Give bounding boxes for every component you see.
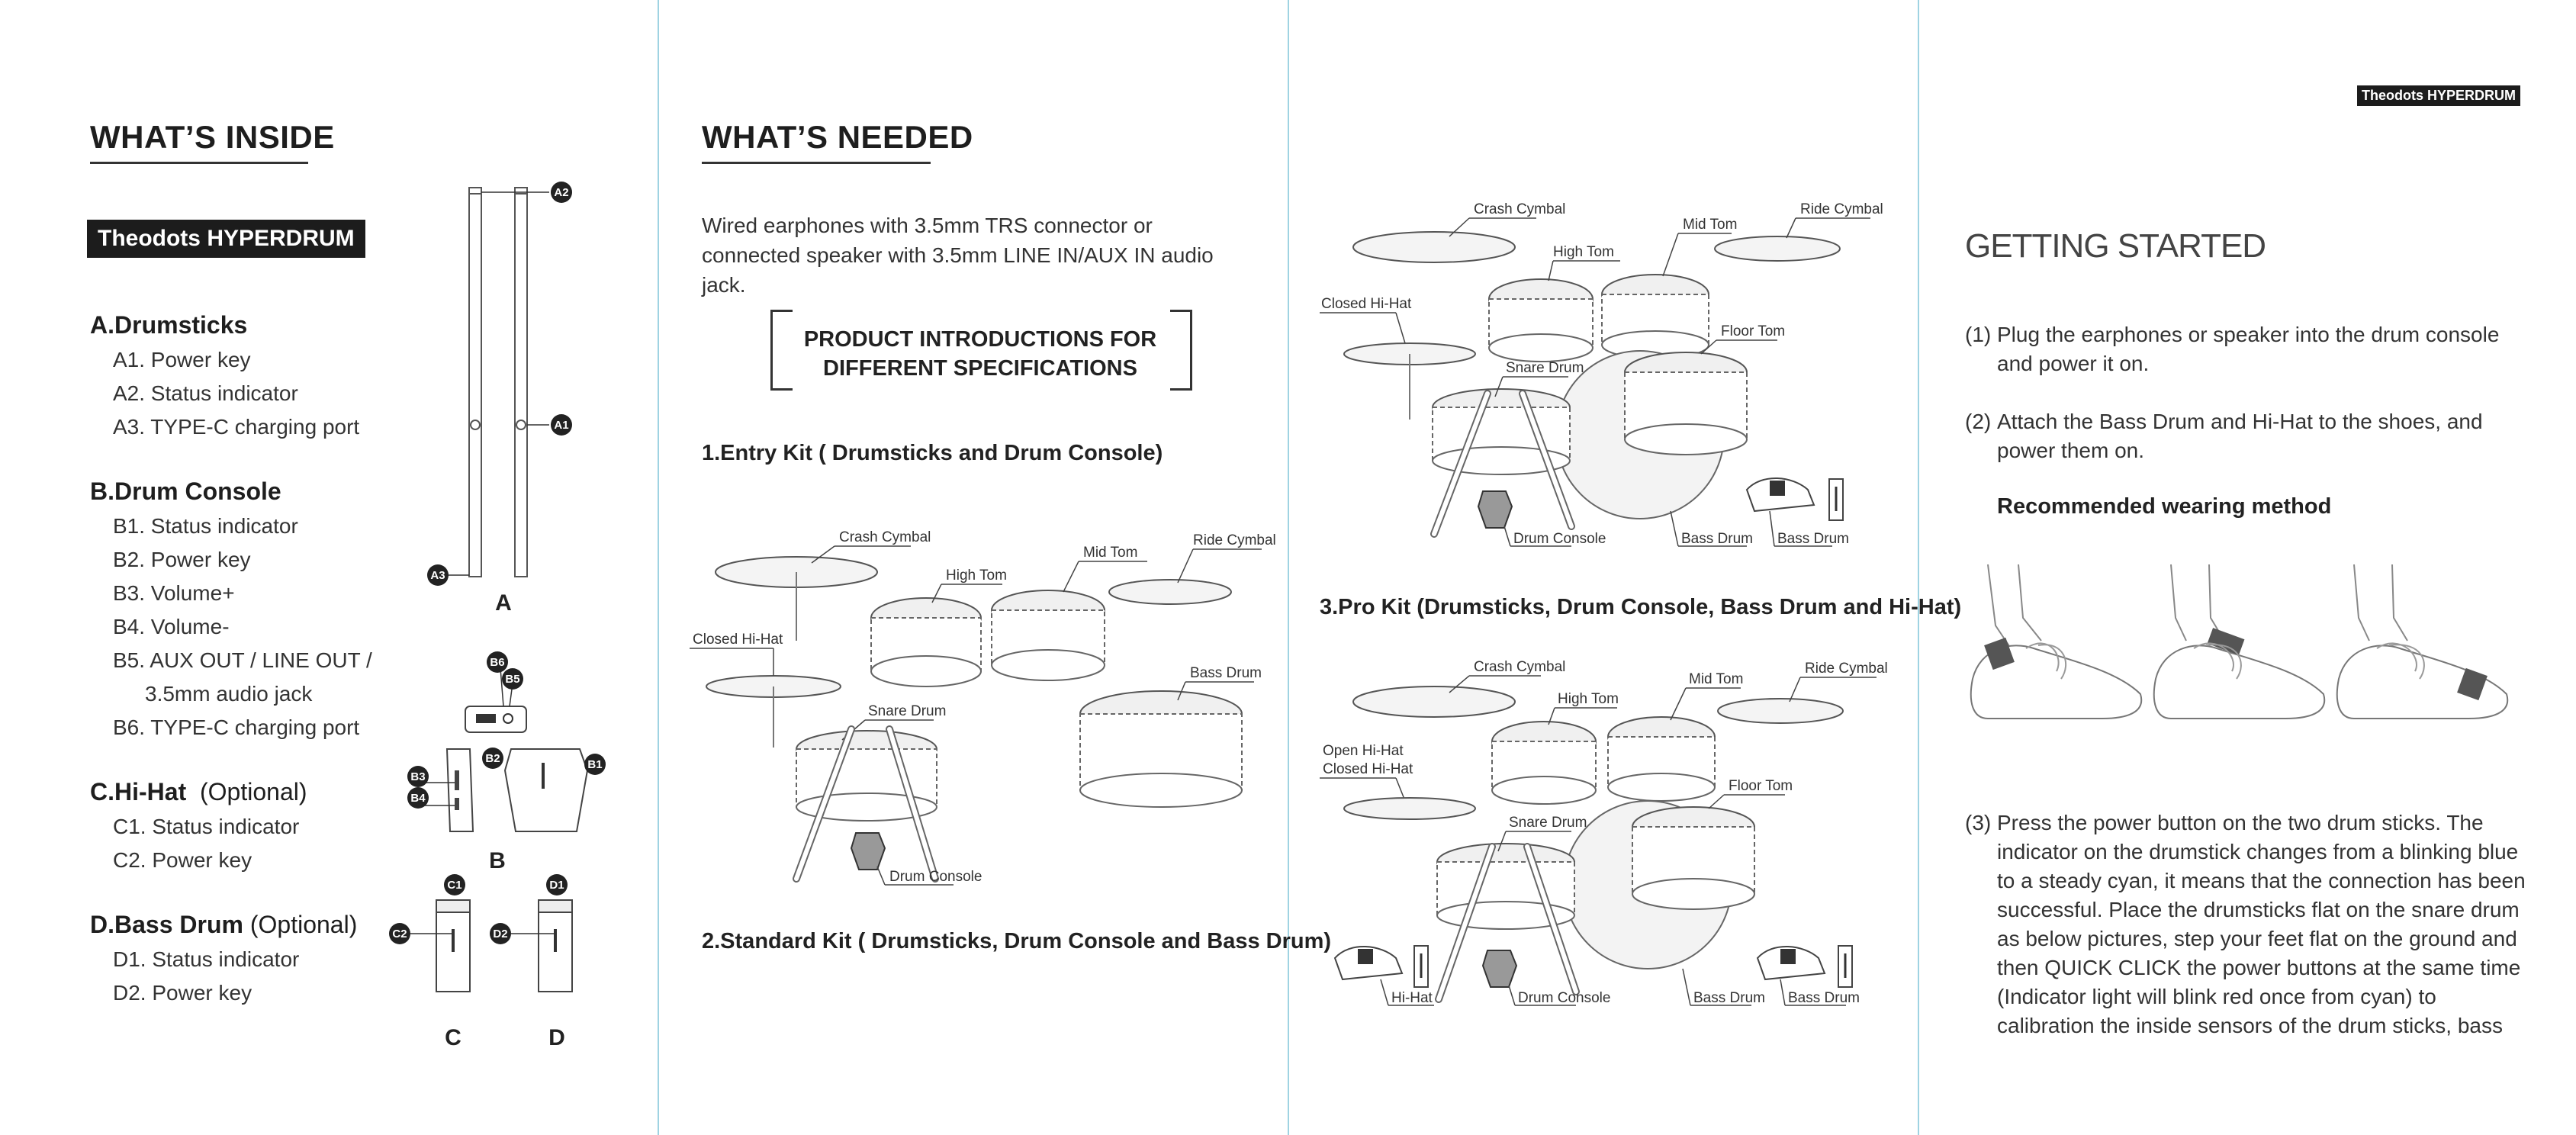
svg-text:High Tom: High Tom — [1558, 691, 1619, 707]
badge-c2 — [389, 923, 410, 944]
svg-text:Closed Hi-Hat: Closed Hi-Hat — [1323, 761, 1413, 777]
list-item: B5. AUX OUT / LINE OUT / — [113, 648, 372, 672]
svg-text:Drum Console: Drum Console — [1513, 531, 1606, 547]
title-underline — [90, 162, 308, 164]
svg-text:Crash Cymbal: Crash Cymbal — [1474, 201, 1566, 217]
entry-kit-title: 1.Entry Kit ( Drumsticks and Drum Console) — [702, 441, 1163, 465]
section-heading: GETTING STARTED — [1965, 227, 2266, 265]
svg-text:Drum Console: Drum Console — [889, 869, 982, 885]
svg-text:Bass Drum: Bass Drum — [1693, 990, 1765, 1006]
svg-text:Crash Cymbal: Crash Cymbal — [1474, 659, 1566, 675]
badge-b2 — [482, 748, 503, 769]
svg-text:Bass Drum: Bass Drum — [1190, 665, 1262, 681]
bracket-right — [1170, 310, 1192, 391]
list-item: 3.5mm audio jack — [145, 682, 313, 706]
panel-whats-inside — [0, 0, 658, 1135]
pro-kit-title: 3.Pro Kit (Drumsticks, Drum Console, Bass Drum and Hi-Hat) — [1320, 595, 1962, 619]
title-underline — [702, 162, 931, 164]
list-item: A1. Power key — [113, 348, 251, 371]
svg-text:Closed Hi-Hat: Closed Hi-Hat — [693, 632, 783, 648]
svg-text:B2: B2 — [485, 752, 500, 765]
svg-text:Ride Cymbal: Ride Cymbal — [1193, 532, 1276, 548]
standard-kit-illustration — [1320, 191, 1899, 557]
wearing-method-illustration — [1965, 557, 2529, 740]
step-3: (3) Press the power button on the two drum sticks. The indicator on the drumstick changes from a blinking blue to a steady cyan, it means that the connection has been successful. Place the drumsticks flat on the snare drum as below pictures, step your feet flat on the ground and then QUICK CLICK the power buttons at the same time (Indicator light will blink red once from cyan) to calibration the inside sensors of the drum sticks, bass — [1965, 811, 2526, 1037]
svg-text:Closed Hi-Hat: Closed Hi-Hat — [1321, 296, 1412, 312]
svg-text:C1: C1 — [447, 879, 462, 892]
list-item: B3. Volume+ — [113, 581, 235, 605]
figure-label-d: D — [548, 1025, 565, 1050]
badge-c1 — [444, 874, 465, 895]
intro-text: Wired earphones with 3.5mm TRS connector or connected speaker with 3.5mm LINE IN/AUX IN audio jack. — [702, 214, 1214, 297]
badge-b4 — [407, 787, 429, 809]
svg-text:B5: B5 — [505, 673, 520, 686]
svg-text:Ride Cymbal: Ride Cymbal — [1805, 661, 1888, 677]
svg-text:Bass Drum: Bass Drum — [1681, 531, 1753, 547]
svg-text:Snare Drum: Snare Drum — [1506, 360, 1584, 376]
svg-text:Mid Tom: Mid Tom — [1083, 545, 1138, 561]
list-item: C1. Status indicator — [113, 815, 300, 838]
svg-text:Floor Tom: Floor Tom — [1729, 778, 1793, 794]
svg-text:A1: A1 — [554, 419, 569, 432]
svg-text:B4: B4 — [410, 792, 426, 805]
svg-text:High Tom: High Tom — [946, 568, 1007, 584]
svg-text:A2: A2 — [554, 186, 569, 199]
badge-b5 — [502, 668, 523, 690]
badge-a3 — [427, 564, 449, 586]
entry-kit-illustration — [690, 519, 1276, 900]
svg-text:Drum Console: Drum Console — [1518, 990, 1611, 1006]
product-introductions-heading: PRODUCT INTRODUCTIONS FOR DIFFERENT SPECIFICATIONS — [803, 327, 1157, 381]
section-title-bass-drum: D.Bass Drum (Optional) — [90, 911, 358, 938]
svg-text:Mid Tom: Mid Tom — [1683, 217, 1738, 233]
svg-text:C2: C2 — [392, 928, 407, 940]
list-item: B6. TYPE-C charging port — [113, 715, 360, 739]
list-item: C2. Power key — [113, 848, 252, 872]
list-item: D2. Power key — [113, 981, 252, 1005]
badge-b3 — [407, 766, 429, 787]
panel-getting-started — [1919, 0, 2576, 1135]
badge-b1 — [584, 754, 606, 775]
section-title-drum-console: B.Drum Console — [90, 477, 281, 505]
svg-text:B3: B3 — [410, 770, 426, 783]
panel-whats-needed — [659, 0, 1332, 1135]
brand-label: Theodots HYPERDRUM — [87, 220, 365, 258]
section-title-drumsticks: A.Drumsticks — [90, 311, 248, 339]
step-1: (1) Plug the earphones or speaker into the drum console and power it on. — [1965, 323, 2500, 375]
list-item: B2. Power key — [113, 548, 251, 571]
figure-label-a: A — [495, 590, 512, 616]
svg-text:Ride Cymbal: Ride Cymbal — [1800, 201, 1883, 217]
badge-b6 — [487, 651, 508, 673]
list-item: D1. Status indicator — [113, 947, 300, 971]
figure-label-b: B — [489, 848, 506, 873]
svg-text:Snare Drum: Snare Drum — [1509, 815, 1587, 831]
svg-text:A3: A3 — [430, 569, 445, 582]
badge-a1 — [551, 414, 572, 436]
pro-kit-illustration — [1320, 656, 1899, 1022]
svg-text:Hi-Hat: Hi-Hat — [1391, 990, 1433, 1006]
page-title: WHAT’S INSIDE — [90, 119, 335, 155]
svg-text:Bass Drum: Bass Drum — [1788, 990, 1860, 1006]
svg-text:D1: D1 — [549, 879, 564, 892]
list-item: B1. Status indicator — [113, 514, 298, 538]
svg-text:High Tom: High Tom — [1553, 244, 1614, 260]
badge-d1 — [546, 874, 568, 895]
recommended-wearing-heading: Recommended wearing method — [1997, 494, 2332, 519]
section-heading: WHAT’S NEEDED — [702, 119, 973, 155]
list-item: A3. TYPE-C charging port — [113, 415, 360, 439]
bracket-left — [770, 310, 793, 391]
standard-kit-title: 2.Standard Kit ( Drumsticks, Drum Console and Bass Drum) — [702, 929, 1332, 953]
svg-text:B6: B6 — [490, 656, 505, 669]
svg-text:Bass Drum: Bass Drum — [1777, 531, 1849, 547]
svg-text:Open Hi-Hat: Open Hi-Hat — [1323, 743, 1404, 759]
svg-text:Floor Tom: Floor Tom — [1721, 323, 1786, 339]
section-title-hi-hat: C.Hi-Hat (Optional) — [90, 778, 307, 805]
step-2: (2) Attach the Bass Drum and Hi-Hat to the shoes, and power them on. — [1965, 410, 2483, 462]
shoe-3 — [2337, 564, 2507, 719]
figure-label-c: C — [445, 1025, 461, 1050]
list-item: B4. Volume- — [113, 615, 230, 638]
badge-d2 — [490, 923, 511, 944]
shoe-1 — [1971, 564, 2141, 719]
svg-text:Mid Tom: Mid Tom — [1689, 671, 1744, 687]
badge-a2 — [551, 182, 572, 203]
list-item: A2. Status indicator — [113, 381, 298, 405]
svg-text:B1: B1 — [587, 758, 603, 771]
svg-text:Crash Cymbal: Crash Cymbal — [839, 529, 931, 545]
svg-text:Snare Drum: Snare Drum — [868, 703, 947, 719]
shoe-2 — [2154, 564, 2324, 719]
panel-kits — [1289, 0, 1962, 1135]
svg-text:D2: D2 — [493, 928, 508, 940]
brand-label: Theodots HYPERDRUM — [2357, 85, 2520, 106]
components-illustration — [392, 168, 626, 1068]
